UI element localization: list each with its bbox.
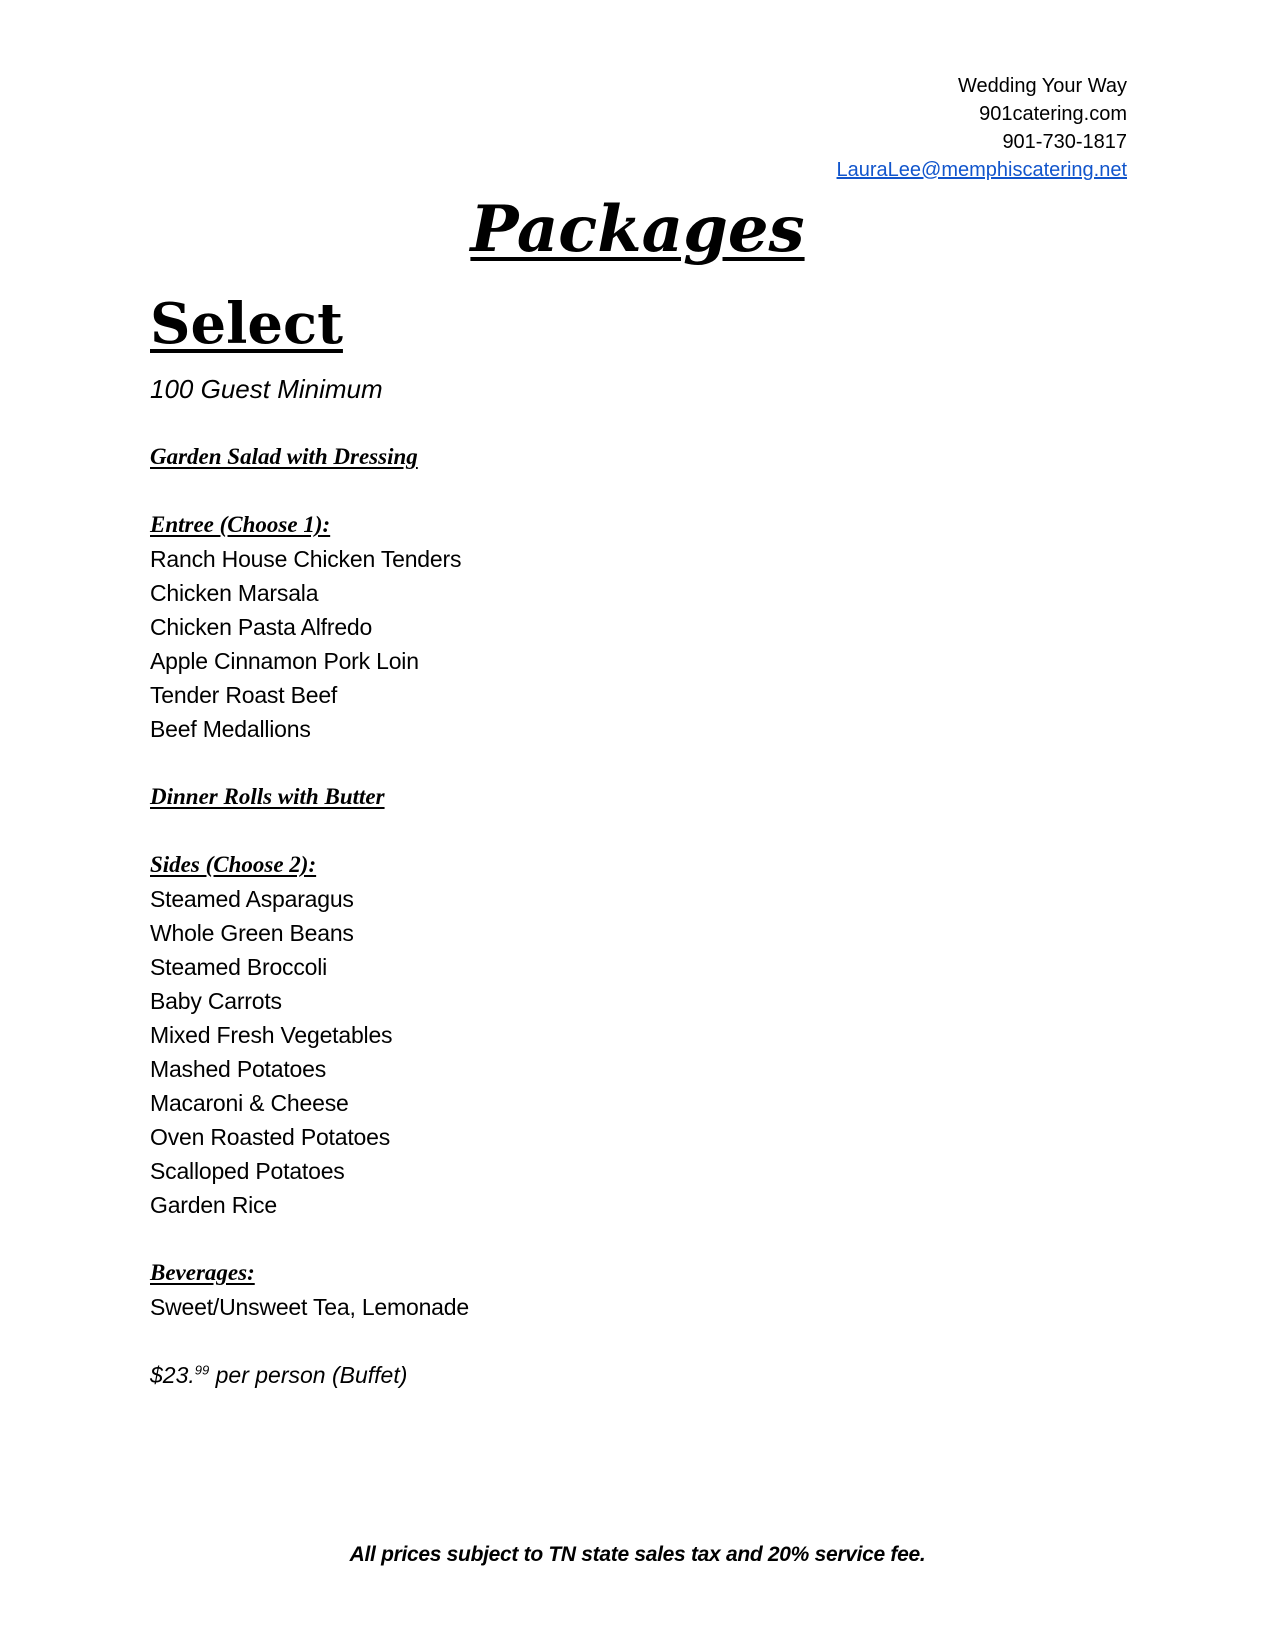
side-item: Baby Carrots bbox=[150, 988, 282, 1014]
contact-block bbox=[837, 72, 1127, 184]
package-price bbox=[150, 1358, 1050, 1392]
entree-list bbox=[150, 542, 1050, 746]
email-link[interactable]: LauraLee@memphiscatering.net bbox=[836, 159, 1127, 181]
side-item: Steamed Broccoli bbox=[150, 954, 328, 980]
beverages-heading: Beverages: bbox=[150, 1260, 255, 1285]
entree-item: Tender Roast Beef bbox=[150, 682, 338, 708]
package-content bbox=[150, 288, 1050, 1392]
company-name: Wedding Your Way bbox=[958, 75, 1127, 97]
entree-item: Apple Cinnamon Pork Loin bbox=[150, 648, 419, 674]
side-item: Scalloped Potatoes bbox=[150, 1158, 345, 1184]
guest-minimum: 100 Guest Minimum bbox=[150, 374, 383, 404]
page-title: Packages bbox=[470, 192, 805, 267]
phone-number: 901-730-1817 bbox=[1002, 131, 1127, 153]
sides-list bbox=[150, 882, 1050, 1222]
beverages-text: Sweet/Unsweet Tea, Lemonade bbox=[150, 1294, 469, 1320]
side-item: Mashed Potatoes bbox=[150, 1056, 327, 1082]
entree-item: Beef Medallions bbox=[150, 716, 311, 742]
package-name: Select bbox=[150, 291, 343, 357]
entree-heading: Entree (Choose 1): bbox=[150, 512, 331, 537]
price-cents: 99 bbox=[194, 1362, 210, 1378]
side-item: Oven Roasted Potatoes bbox=[150, 1124, 391, 1150]
side-item: Whole Green Beans bbox=[150, 920, 354, 946]
website-text: 901catering.com bbox=[979, 103, 1127, 125]
entree-item: Ranch House Chicken Tenders bbox=[150, 546, 462, 572]
entree-item: Chicken Pasta Alfredo bbox=[150, 614, 373, 640]
sides-heading: Sides (Choose 2): bbox=[150, 852, 317, 877]
footer-note: All prices subject to TN state sales tax and 20% service fee. bbox=[349, 1543, 926, 1566]
side-item: Mixed Fresh Vegetables bbox=[150, 1022, 393, 1048]
price-dollars: $23. bbox=[150, 1362, 195, 1388]
salad-heading: Garden Salad with Dressing bbox=[150, 444, 418, 469]
side-item: Macaroni & Cheese bbox=[150, 1090, 349, 1116]
entree-item: Chicken Marsala bbox=[150, 580, 319, 606]
price-suffix: per person (Buffet) bbox=[209, 1362, 408, 1388]
side-item: Garden Rice bbox=[150, 1192, 277, 1218]
rolls-heading: Dinner Rolls with Butter bbox=[150, 784, 385, 809]
side-item: Steamed Asparagus bbox=[150, 886, 354, 912]
